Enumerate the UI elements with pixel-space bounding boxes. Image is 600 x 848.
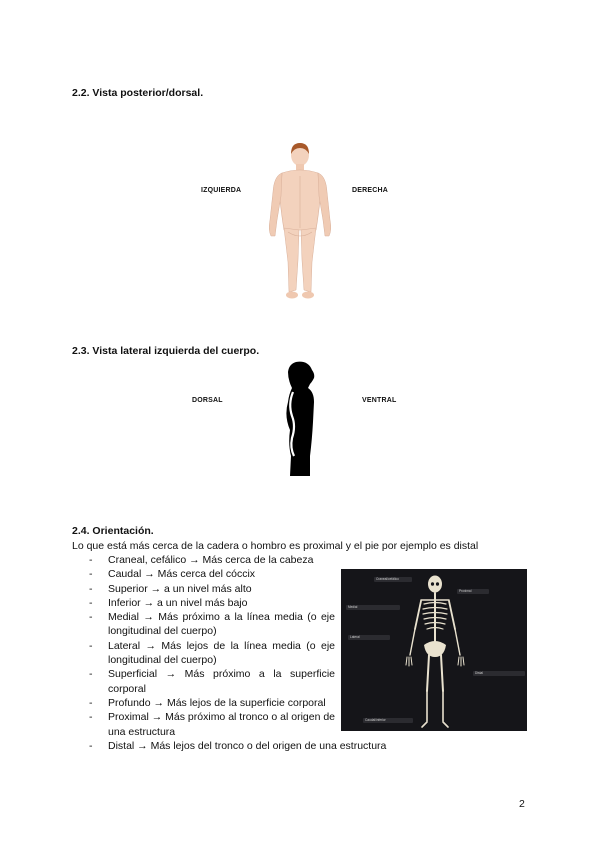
- skeleton-image: [341, 569, 527, 731]
- term-item: - Superficial → Más próximo a la superficie corporal: [89, 667, 335, 696]
- term-item: - Proximal → Más próximo al tronco o al origen de una estructura: [89, 710, 335, 739]
- left-label: IZQUIERDA: [201, 187, 242, 194]
- skeleton-tag-cranial: Craneal/cefálico: [374, 577, 412, 582]
- orientation-heading: 2.4. Orientación.: [72, 525, 154, 537]
- term-item: - Inferior → a un nivel más bajo: [89, 596, 335, 610]
- skeleton-tag-proximal: Proximal: [457, 589, 489, 594]
- term-item: - Lateral → Más lejos de la línea media (o eje longitudinal del cuerpo): [89, 639, 335, 668]
- lateral-silhouette-figure: [280, 360, 324, 478]
- posterior-body-figure: [262, 140, 338, 302]
- dorsal-label: DORSAL: [192, 397, 223, 404]
- skeleton-tag-caudal: Caudal/inferior: [363, 718, 413, 723]
- ventral-label: VENTRAL: [362, 397, 397, 404]
- term-item: - Medial → Más próximo a la línea media (o eje longitudinal del cuerpo): [89, 610, 335, 639]
- lateral-view-heading: 2.3. Vista lateral izquierda del cuerpo.: [72, 345, 260, 357]
- right-label: DERECHA: [352, 187, 389, 194]
- term-item: - Profundo → Más lejos de la superficie corporal: [89, 696, 335, 710]
- orientation-intro: Lo que está más cerca de la cadera o hombro es proximal y el pie por ejemplo es distal: [72, 540, 479, 552]
- term-item: - Caudal → Más cerca del cóccix: [89, 567, 335, 581]
- term-item: - Superior → a un nivel más alto: [89, 582, 335, 596]
- skeleton-tag-lateral: Lateral: [348, 635, 390, 640]
- page-number: 2: [519, 798, 525, 810]
- skeleton-tag-distal: Distal: [473, 671, 525, 676]
- term-item: - Craneal, cefálico → Más cerca de la cabeza: [89, 553, 335, 567]
- skeleton-tag-medial: Medial: [346, 605, 400, 610]
- posterior-view-heading: 2.2. Vista posterior/dorsal.: [72, 87, 204, 99]
- term-item: - Distal → Más lejos del tronco o del origen de una estructura: [89, 739, 408, 753]
- skeleton-drawing: [397, 573, 473, 731]
